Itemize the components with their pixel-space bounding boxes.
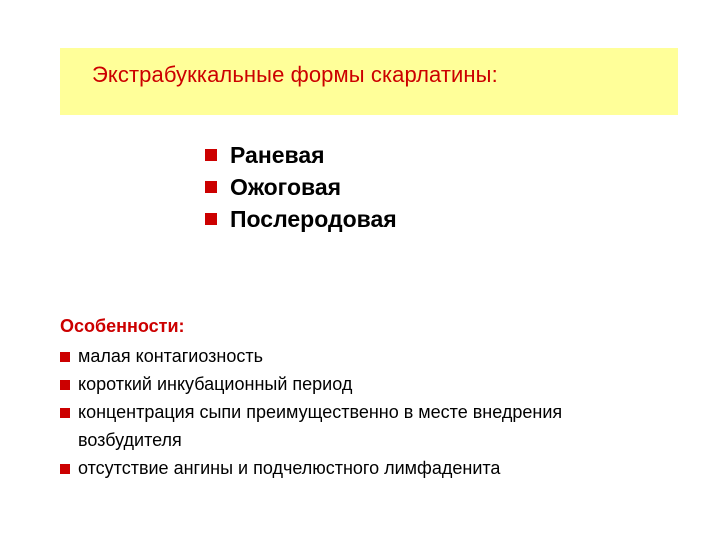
feature-text: отсутствие ангины и подчелюстного лимфаденита — [78, 458, 501, 478]
square-bullet-icon — [205, 181, 217, 193]
slide-title: Экстрабуккальные формы скарлатины: — [92, 62, 498, 87]
square-bullet-icon — [60, 352, 70, 362]
feature-text: концентрация сыпи преимущественно в месте внедрения возбудителя — [78, 402, 563, 450]
features-list — [60, 342, 700, 482]
title-band — [60, 48, 678, 115]
features-list-item — [60, 342, 700, 370]
square-bullet-icon — [60, 380, 70, 390]
features-list-item — [60, 398, 700, 454]
features-list-item — [60, 454, 700, 482]
form-label: Раневая — [230, 141, 325, 168]
form-label: Ожоговая — [230, 173, 342, 200]
feature-text: малая контагиозность — [78, 346, 263, 366]
features-heading: Особенности: — [60, 316, 185, 336]
feature-text: короткий инкубационный период — [78, 374, 353, 394]
square-bullet-icon — [205, 149, 217, 161]
forms-list-item — [205, 171, 397, 203]
features-list-item — [60, 370, 700, 398]
square-bullet-icon — [60, 408, 70, 418]
forms-list-item — [205, 139, 397, 171]
square-bullet-icon — [60, 464, 70, 474]
form-label: Послеродовая — [230, 205, 397, 232]
square-bullet-icon — [205, 213, 217, 225]
forms-list-item — [205, 203, 397, 235]
forms-list — [205, 139, 397, 235]
